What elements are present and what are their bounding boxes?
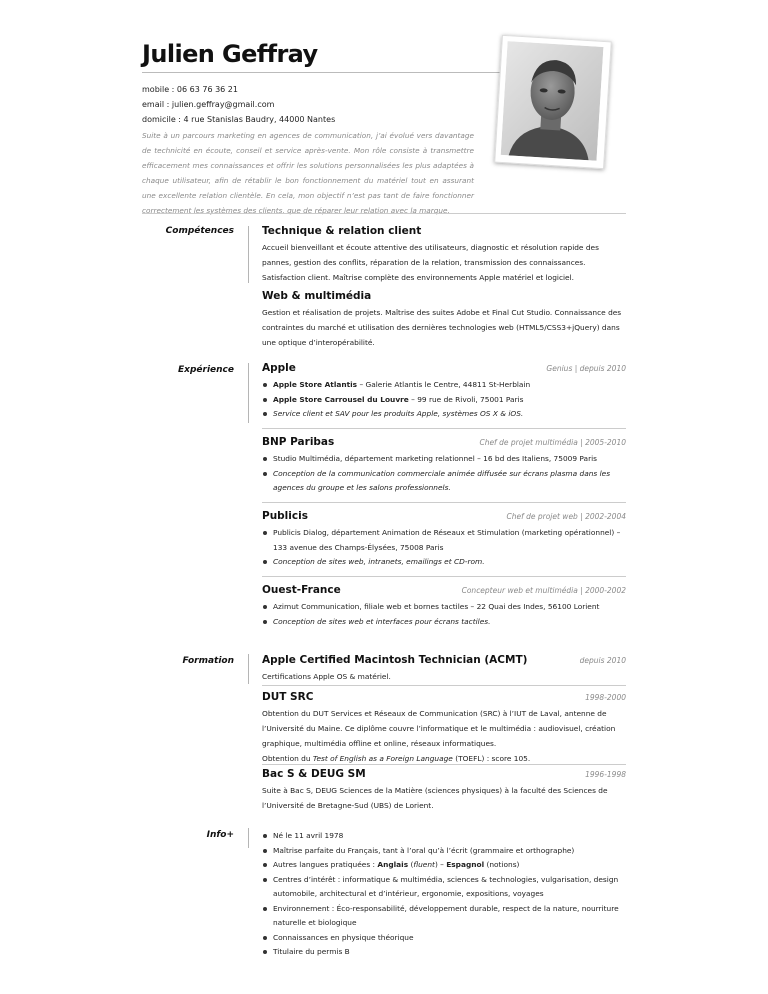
entry-separator (262, 685, 626, 686)
job-bnp (262, 436, 626, 496)
skill-text: Accueil bienveillant et écoute attentive des utilisateurs, diagnostic et résolution rapide des pannes, gestion des conflits, réparation de la relation, transmission des connaissances. Satisfaction client. Maîtrise complète des environnements Apple matériel et logiciel. (262, 243, 599, 282)
skill-technique (262, 225, 626, 285)
info-list (262, 829, 626, 960)
job-publicis (262, 510, 626, 570)
list-item: Titulaire du permis B (262, 945, 626, 960)
formation-toefl: Obtention du Test of English as a Foreign Language (TOEFL) : score 105. (262, 754, 531, 763)
section-vertical-line (248, 828, 249, 848)
list-item: Conception de sites web, intranets, emailings et CD-rom. (262, 555, 626, 570)
header-rule (142, 72, 502, 73)
job-title: BNP Paribas (262, 436, 335, 448)
formation-meta: 1996-1998 (585, 770, 626, 779)
list-item: Service client et SAV pour les produits Apple, systèmes OS X & iOS. (262, 407, 626, 422)
formation-meta: depuis 2010 (579, 656, 626, 665)
formation-bac (262, 768, 626, 813)
job-title: Ouest-France (262, 584, 341, 596)
job-title: Publicis (262, 510, 308, 522)
formation-dut (262, 691, 626, 766)
job-title: Apple (262, 362, 296, 374)
job-meta: Concepteur web et multimédia | 2000-2002 (461, 586, 626, 595)
section-vertical-line (248, 226, 249, 283)
contact-address: domicile : 4 rue Stanislas Baudry, 44000 Nantes (142, 115, 336, 124)
formation-text: Suite à Bac S, DEUG Sciences de la Matière (sciences physiques) à la faculté des Sciences de l’Université de Bretagne-Sud (UBS) de Lorient. (262, 786, 608, 810)
contact-email: email : julien.geffray@gmail.com (142, 100, 275, 109)
entry-separator (262, 764, 626, 765)
contact-mobile: mobile : 06 63 76 36 21 (142, 85, 238, 94)
entry-separator (262, 576, 626, 577)
portrait-photo (494, 35, 612, 169)
list-item: Environnement : Éco-responsabilité, développement durable, respect de la nature, nourriture naturelle et biologique (262, 902, 626, 931)
list-item: Connaissances en physique théorique (262, 931, 626, 946)
header-separator (142, 213, 626, 214)
formation-meta: 1998-2000 (585, 693, 626, 702)
list-item: Centres d’intérêt : informatique & multimédia, sciences & technologies, vulgarisation, design automobile, architectural et d’intérieur, ergonomie, expositions, voyages (262, 873, 626, 902)
skill-title: Technique & relation client (262, 225, 422, 237)
list-item: Studio Multimédia, département marketing relationnel – 16 bd des Italiens, 75009 Paris (262, 452, 626, 467)
job-meta: Genius | depuis 2010 (546, 364, 626, 373)
formation-acmt (262, 654, 626, 684)
candidate-name: Julien Geffray (142, 40, 318, 68)
section-label-competences: Compétences (165, 226, 234, 236)
section-vertical-line (248, 363, 249, 423)
list-item: Conception de la communication commerciale animée diffusée sur écrans plasma dans les agences du groupe et les salons professionnels. (262, 467, 626, 496)
job-meta: Chef de projet web | 2002-2004 (506, 512, 626, 521)
job-meta: Chef de projet multimédia | 2005-2010 (479, 438, 626, 447)
formation-title: DUT SRC (262, 691, 314, 703)
formation-title: Apple Certified Macintosh Technician (ACMT) (262, 654, 528, 666)
formation-text: Certifications Apple OS & matériel. (262, 672, 391, 681)
section-label-info: Info+ (206, 830, 234, 840)
formation-text: Obtention du DUT Services et Réseaux de Communication (SRC) à l’IUT de Laval, antenne de l’Université du Maine. Ce diplôme couvre l’informatique et le multimédia : audiovisuel, création graphique, multimédia offline et online, réseaux informatiques. (262, 709, 616, 748)
contact-block (142, 82, 335, 127)
skill-text: Gestion et réalisation de projets. Maîtrise des suites Adobe et Final Cut Studio. Connaissance des contraintes du marché et utilisation des dernières technologies web (HTML5/CSS3+jQuery) dans une optique d’interopérabilité. (262, 308, 622, 347)
section-vertical-line (248, 654, 249, 684)
list-item: Maîtrise parfaite du Français, tant à l’oral qu’à l’écrit (grammaire et orthographe) (262, 844, 626, 859)
section-label-formation: Formation (182, 656, 234, 666)
list-item: Autres langues pratiquées : Anglais (fluent) – Espagnol (notions) (262, 858, 626, 873)
list-item: Publicis Dialog, département Animation de Réseaux et Stimulation (marketing opérationnel) – 133 avenue des Champs-Élysées, 75008 Paris (262, 526, 626, 555)
intro-paragraph: Suite à un parcours marketing en agences de communication, j’ai évolué vers davantage de technicité en écoute, conseil et service après-vente. Mon rôle consiste à transmettre efficacement mes connaissances et offrir les solutions personnalisées les plus adaptées à chaque utilisateur, afin de rétablir le bon fonctionnement du matériel tout en assurant une excellente relation clientèle. En cela, mon objectif n’est pas tant de faire fonctionner correctement les systèmes des clients, que de réparer leur relation avec la marque. (142, 131, 474, 215)
job-ouest-france (262, 584, 626, 629)
list-item: Apple Store Atlantis – Galerie Atlantis le Centre, 44811 St-Herblain (262, 378, 626, 393)
formation-title: Bac S & DEUG SM (262, 768, 366, 780)
list-item: Apple Store Carrousel du Louvre – 99 rue de Rivoli, 75001 Paris (262, 393, 626, 408)
entry-separator (262, 428, 626, 429)
list-item: Azimut Communication, filiale web et bornes tactiles – 22 Quai des Indes, 56100 Lorient (262, 600, 626, 615)
skill-title: Web & multimédia (262, 290, 372, 302)
portrait-image (501, 41, 604, 161)
list-item: Conception de sites web et interfaces pour écrans tactiles. (262, 615, 626, 630)
skill-web (262, 290, 626, 350)
job-apple (262, 362, 626, 422)
list-item: Né le 11 avril 1978 (262, 829, 626, 844)
section-label-experience: Expérience (178, 365, 234, 375)
entry-separator (262, 502, 626, 503)
